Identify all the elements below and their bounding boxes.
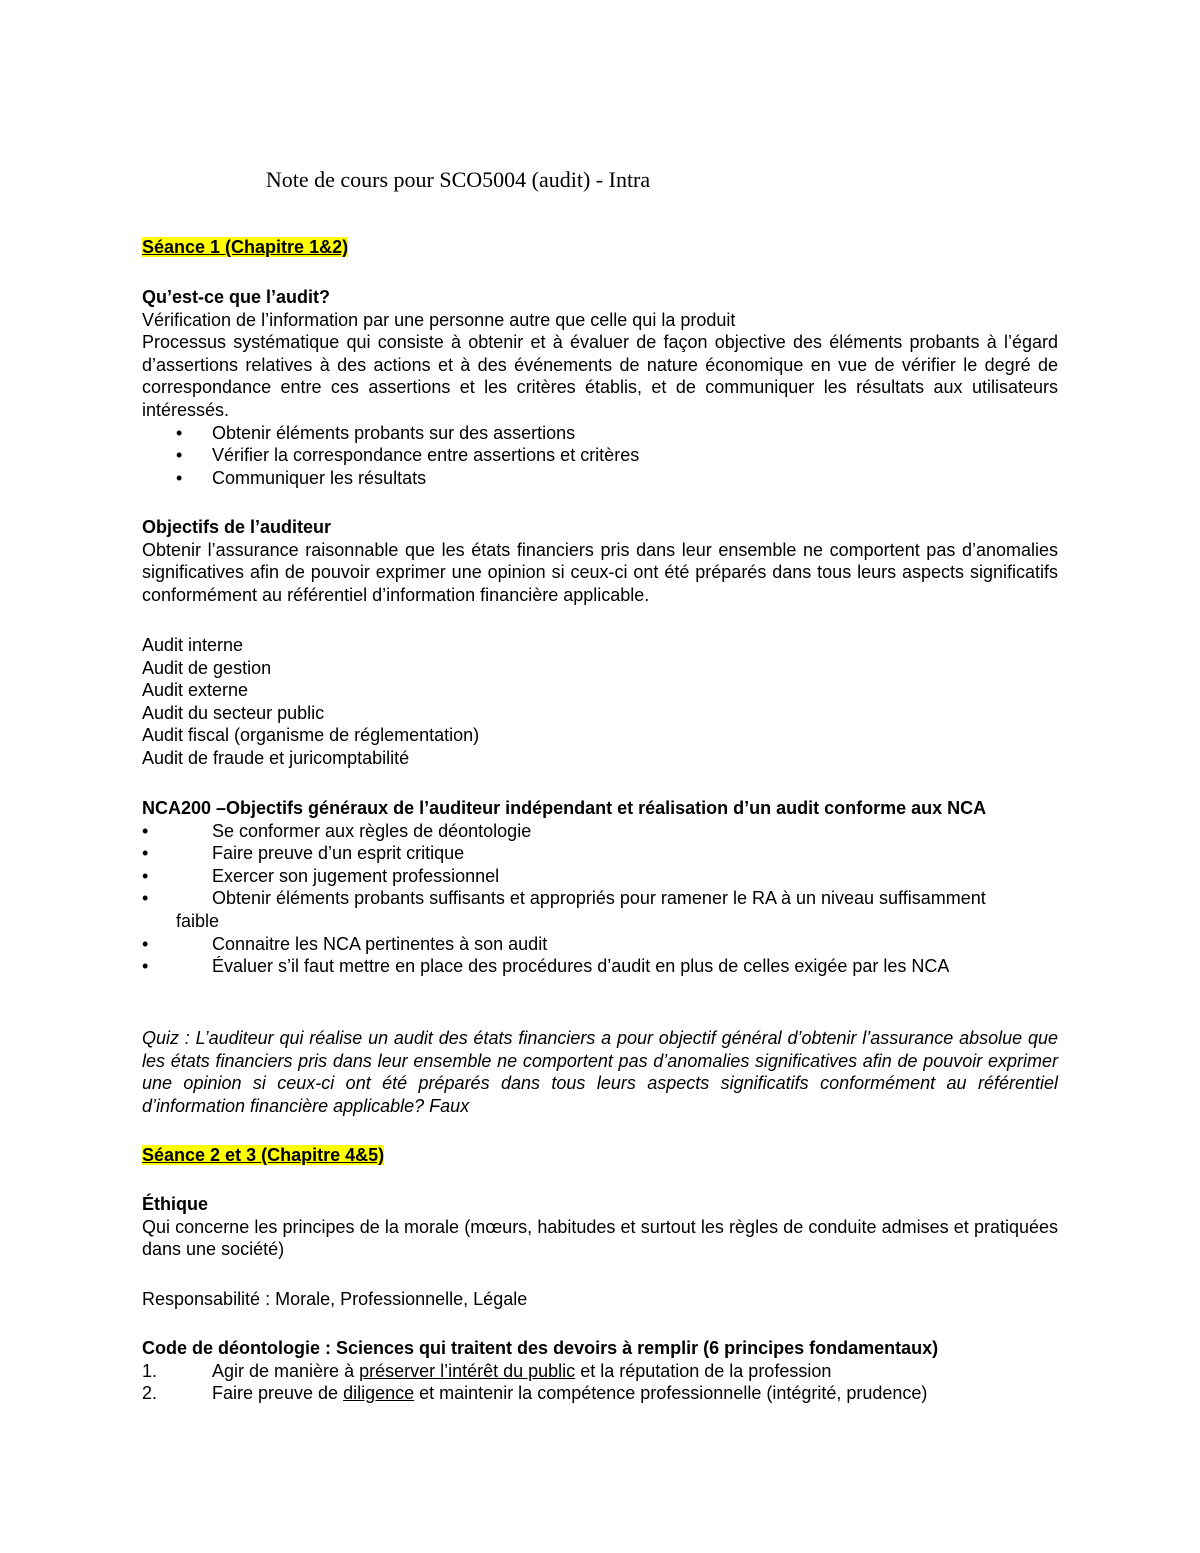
objectives-paragraph: Obtenir l’assurance raisonnable que les états financiers pris dans leur ensemble ne comportent pas d’anomalies significatives afin de pouvoir exprimer une opinion si ceux-ci ont été préparés dans tous leurs aspects significatifs conformément au référentiel d’information financière applicable. xyxy=(142,539,1058,605)
ethics-section xyxy=(142,1193,1058,1261)
list-item: • Se conformer aux règles de déontologie xyxy=(142,820,532,841)
nca200-section xyxy=(142,797,1058,978)
list-item: • Connaitre les NCA pertinentes à son audit xyxy=(142,933,548,954)
definition-paragraph: Processus systématique qui consiste à obtenir et à évaluer de façon objective des éléments probants à l’égard d’assertions relatives à des actions et à des événements de nature économique en vue de vérifier le degré de correspondance entre ces assertions et les critères établis, et de communiquer les résultats aux utilisateurs intéressés. xyxy=(142,332,1058,420)
list-item: • Obtenir éléments probants suffisants et appropriés pour ramener le RA à un niveau suffisamment xyxy=(142,888,986,909)
subheading-code: Code de déontologie : Sciences qui traitent des devoirs à remplir (6 principes fondamentaux) xyxy=(142,1338,939,1358)
numbered-item: 1. Agir de manière à préserver l’intérêt du public et la réputation de la profession xyxy=(142,1360,832,1381)
section-heading-2: Séance 2 et 3 (Chapitre 4&5) xyxy=(142,1145,385,1165)
bullet-icon: • xyxy=(142,956,149,977)
list-item: • Obtenir éléments probants sur des assertions xyxy=(176,422,576,443)
section-heading-1: Séance 1 (Chapitre 1&2) xyxy=(142,237,349,257)
list-item: • Faire preuve d’un esprit critique xyxy=(142,843,465,864)
responsibility-line: Responsabilité : Morale, Professionnelle, Légale xyxy=(142,1289,528,1309)
list-item: Audit du secteur public xyxy=(142,702,325,723)
list-item: • Évaluer s’il faut mettre en place des procédures d’audit en plus de celles exigée par les NCA xyxy=(142,956,950,977)
item-number: 2. xyxy=(142,1383,158,1404)
list-item: Audit de gestion xyxy=(142,657,272,678)
page-title: Note de cours pour SCO5004 (audit) - Intra xyxy=(265,167,651,192)
bullet-icon: • xyxy=(142,933,149,954)
bullet-icon: • xyxy=(142,820,149,841)
list-item: Audit externe xyxy=(142,680,249,701)
subheading-what-is-audit: Qu’est-ce que l’audit? xyxy=(142,287,331,307)
quiz-paragraph: Quiz : L’auditeur qui réalise un audit des états financiers a pour objectif général d’obtenir l’assurance absolue que les états financiers pris dans leur ensemble ne comportent pas d’anomalies significatives afin de pouvoir exprimer une opinion si ceux-ci ont été préparés dans tous leurs aspects significatifs conformément au référentiel d’information financière applicable? Faux xyxy=(142,1028,1058,1116)
list-item: • Communiquer les résultats xyxy=(176,467,427,488)
ethics-paragraph: Qui concerne les principes de la morale (mœurs, habitudes et surtout les règles de conduite admises et pratiquées dans une société) xyxy=(142,1216,1058,1260)
list-item: Audit interne xyxy=(142,635,244,655)
subheading-ethics: Éthique xyxy=(142,1194,208,1214)
bullet-icon: • xyxy=(176,467,183,488)
list-item: Audit de fraude et juricomptabilité xyxy=(142,747,410,768)
bullet-icon: • xyxy=(142,843,149,864)
item-number: 1. xyxy=(142,1360,158,1381)
subheading-nca200: NCA200 –Objectifs généraux de l’auditeur indépendant et réalisation d’un audit conforme aux NCA xyxy=(142,798,987,818)
code-section xyxy=(142,1337,1058,1405)
audit-types-list xyxy=(142,634,1058,770)
list-item: • Exercer son jugement professionnel xyxy=(142,865,500,886)
subheading-objectives: Objectifs de l’auditeur xyxy=(142,517,332,537)
objectives-section xyxy=(142,516,1058,606)
list-item-continuation: faible xyxy=(176,910,220,931)
list-item: Audit fiscal (organisme de réglementation) xyxy=(142,725,480,746)
bullet-icon: • xyxy=(176,422,183,443)
list-item: • Vérifier la correspondance entre assertions et critères xyxy=(176,445,640,466)
what-is-audit-section xyxy=(142,286,1058,489)
numbered-item: 2. Faire preuve de diligence et maintenir la compétence professionnelle (intégrité, prudence) xyxy=(142,1383,928,1404)
definition-line: Vérification de l’information par une personne autre que celle qui la produit xyxy=(142,309,736,330)
bullet-icon: • xyxy=(176,445,183,466)
bullet-icon: • xyxy=(142,865,149,886)
bullet-icon: • xyxy=(142,888,149,909)
